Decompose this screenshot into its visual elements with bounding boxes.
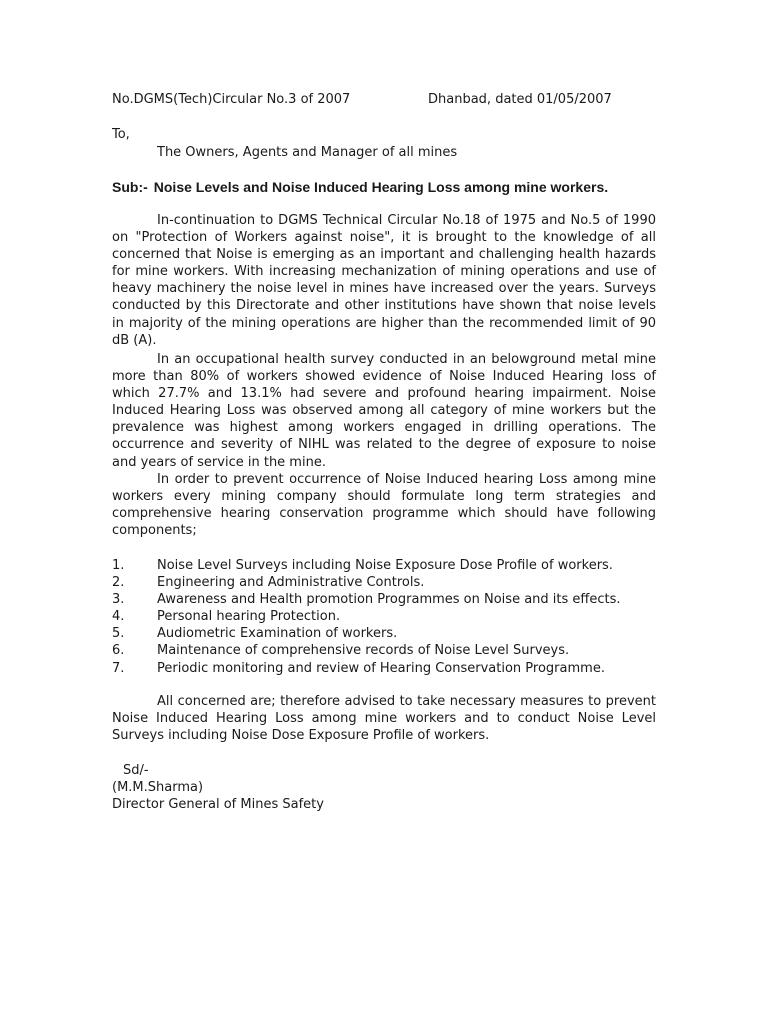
list-item — [112, 574, 656, 591]
circular-date: Dhanbad, dated 01/05/2007 — [428, 92, 612, 107]
body-paragraph-1 — [112, 212, 656, 349]
list-item — [112, 591, 656, 608]
list-item-number: 3. — [112, 592, 125, 608]
list-item — [112, 660, 656, 677]
body-paragraph-4 — [112, 693, 656, 744]
paragraph-4-text: All concerned are; therefore advised to take necessary measures to prevent Noise Induced Hearing Loss among mine workers and to conduct Noise Level Surveys including Noise Dose Exposure Profile of workers. — [112, 694, 656, 744]
list-item-number: 1. — [112, 558, 125, 573]
signatory-name: (M.M.Sharma) — [112, 780, 204, 795]
list-item-number: 2. — [112, 575, 125, 591]
list-item-text: Audiometric Examination of workers. — [157, 626, 398, 642]
list-item — [112, 608, 656, 625]
list-item-text: Noise Level Surveys including Noise Exposure Dose Profile of workers. — [157, 558, 613, 573]
paragraph-1-text: In-continuation to DGMS Technical Circular No.18 of 1975 and No.5 of 1990 on "Protection of Workers against noise", it is brought to the knowledge of all concerned that Noise is emerging as an important and challenging health hazards for mine workers. With increasing mechanization of mining operations and use of heavy machinery the noise level in mines have increased over the years. Surveys conducted by this Directorate and other institutions have shown that noise levels in majority of the mining operations are higher than the recommended limit of 90 dB (A). — [112, 213, 656, 348]
body-paragraph-3 — [112, 471, 656, 539]
list-item-text: Personal hearing Protection. — [157, 609, 341, 625]
list-item-text: Awareness and Health promotion Programmes on Noise and its effects. — [157, 592, 621, 608]
list-item-number: 6. — [112, 643, 125, 659]
components-list — [112, 557, 656, 677]
list-item-number: 7. — [112, 660, 125, 676]
list-item-number: 4. — [112, 609, 125, 625]
list-item — [112, 557, 656, 574]
paragraph-2-text: In an occupational health survey conducted in an belowground metal mine more than 80% of workers showed evidence of Noise Induced Hearing loss of which 27.7% and 13.1% had severe and profound hearing impairment. Noise Induced Hearing Loss was observed among all category of mine workers but the prevalence was highest among workers engaged in drilling operations. The occurrence and severity of NIHL was related to the degree of exposure to noise and years of service in the mine. — [112, 352, 656, 470]
body-paragraph-2 — [112, 351, 656, 471]
salutation-to: To, — [112, 127, 130, 142]
subject-label: Sub:- — [112, 179, 148, 195]
signatory-designation: Director General of Mines Safety — [112, 797, 324, 812]
circular-reference: No.DGMS(Tech)Circular No.3 of 2007 — [112, 92, 351, 107]
addressee: The Owners, Agents and Manager of all mines — [157, 145, 458, 160]
list-item-text: Maintenance of comprehensive records of Noise Level Surveys. — [157, 643, 570, 659]
subject-line — [112, 179, 608, 195]
subject-text: Noise Levels and Noise Induced Hearing Loss among mine workers. — [153, 179, 609, 195]
list-item-number: 5. — [112, 626, 125, 642]
list-item-text: Periodic monitoring and review of Hearing Conservation Programme. — [157, 660, 605, 676]
paragraph-3-text: In order to prevent occurrence of Noise Induced hearing Loss among mine workers every mining company should formulate long term strategies and comprehensive hearing conservation programme which should have following components; — [112, 472, 656, 539]
list-item — [112, 625, 656, 642]
signature-mark: Sd/- — [123, 763, 149, 778]
list-item — [112, 642, 656, 659]
list-item-text: Engineering and Administrative Controls. — [157, 575, 425, 591]
